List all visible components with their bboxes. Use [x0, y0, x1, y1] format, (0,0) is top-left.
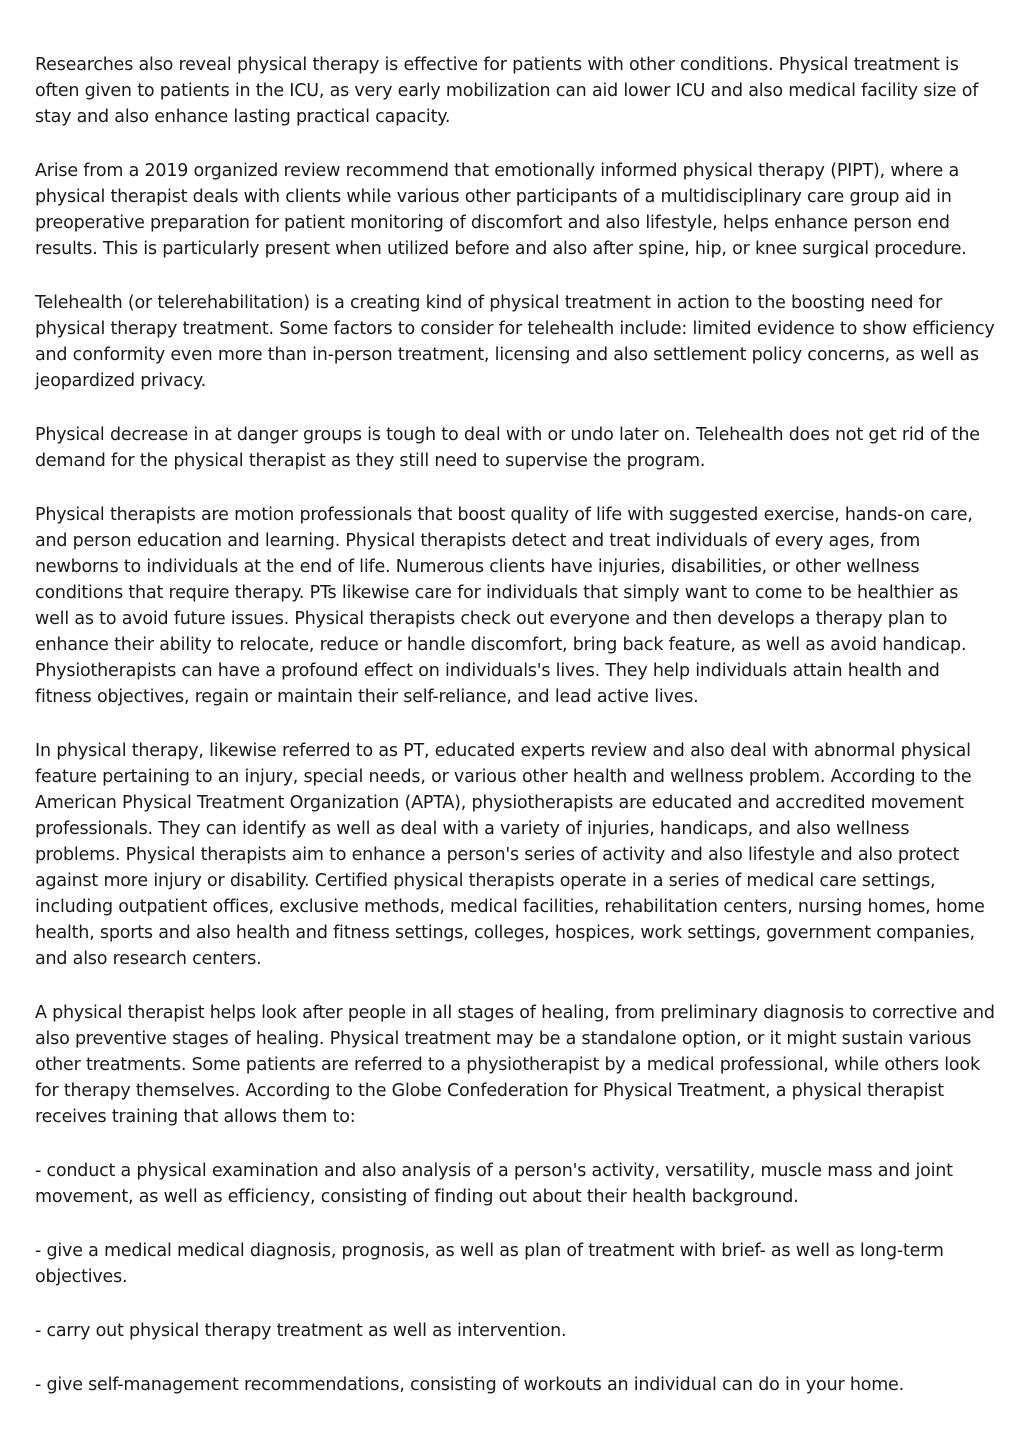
paragraph-telehealth: Telehealth (or telerehabilitation) is a creating kind of physical treatment in action to the boosting need for physical therapy treatment. Some factors to consider for telehealth include: limited evidence to show efficiency and conformity even more than in-person treatment, licensing and also settlement policy concerns, as well as jeopardized privacy. [35, 293, 995, 391]
paragraph-apta: In physical therapy, likewise referred to as PT, educated experts review and also deal with abnormal physical feature pertaining to an injury, special needs, or various other health and wellness problem. According to the American Physical Treatment Organization (APTA), physiotherapists are educated and accredited movement professionals. They can identify as well as deal with a variety of injuries, handicaps, and also wellness problems. Physical therapists aim to enhance a person's series of activity and also lifestyle and also protect against more injury or disability. Certified physical therapists operate in a series of medical care settings, including outpatient offices, exclusive methods, medical facilities, rehabilitation centers, nursing homes, home health, sports and also health and fitness settings, colleges, hospices, work settings, government companies, and also research centers. [35, 741, 985, 969]
list-item-treatment: - carry out physical therapy treatment as well as intervention. [35, 1321, 567, 1341]
paragraph-physical-decrease: Physical decrease in at danger groups is tough to deal with or undo later on. Telehealth does not get rid of the demand for the physical therapist as they still need to supervise the program. [35, 425, 980, 471]
list-item-diagnosis: - give a medical medical diagnosis, prognosis, as well as plan of treatment with brief- as well as long-term objectives. [35, 1241, 944, 1287]
paragraph-motion-professionals: Physical therapists are motion professionals that boost quality of life with suggested exercise, hands-on care, and person education and learning. Physical therapists detect and treat individuals of every ages, from newborns to individuals at the end of life. Numerous clients have injuries, disabilities, or other wellness conditions that require therapy. PTs likewise care for individuals that simply want to come to be healthier as well as to avoid future issues. Physical therapists check out everyone and then develops a therapy plan to enhance their ability to relocate, reduce or handle discomfort, bring back feature, as well as avoid handicap. Physiotherapists can have a profound effect on individuals's lives. They help individuals attain health and fitness objectives, regain or maintain their self-reliance, and lead active lives. [35, 505, 973, 707]
paragraph-icu-research: Researches also reveal physical therapy is effective for patients with other conditions. Physical treatment is often given to patients in the ICU, as very early mobilization can aid lower ICU and also medical facility size of stay and also enhance lasting practical capacity. [35, 55, 979, 127]
document-body [35, 52, 995, 1426]
paragraph-stages-of-healing: A physical therapist helps look after people in all stages of healing, from preliminary diagnosis to corrective and also preventive stages of healing. Physical treatment may be a standalone option, or it might sustain various other treatments. Some patients are referred to a physiotherapist by a medical professional, while others look for therapy themselves. According to the Globe Confederation for Physical Treatment, a physical therapist receives training that allows them to: [35, 1003, 995, 1127]
paragraph-pipt-review: Arise from a 2019 organized review recommend that emotionally informed physical therapy (PIPT), where a physical therapist deals with clients while various other participants of a multidisciplinary care group aid in preoperative preparation for patient monitoring of discomfort and also lifestyle, helps enhance person end results. This is particularly present when utilized before and also after spine, hip, or knee surgical procedure. [35, 161, 967, 259]
list-item-self-management: - give self-management recommendations, consisting of workouts an individual can do in your home. [35, 1375, 904, 1395]
list-item-examination: - conduct a physical examination and also analysis of a person's activity, versatility, muscle mass and joint movement, as well as efficiency, consisting of finding out about their health background. [35, 1161, 953, 1207]
